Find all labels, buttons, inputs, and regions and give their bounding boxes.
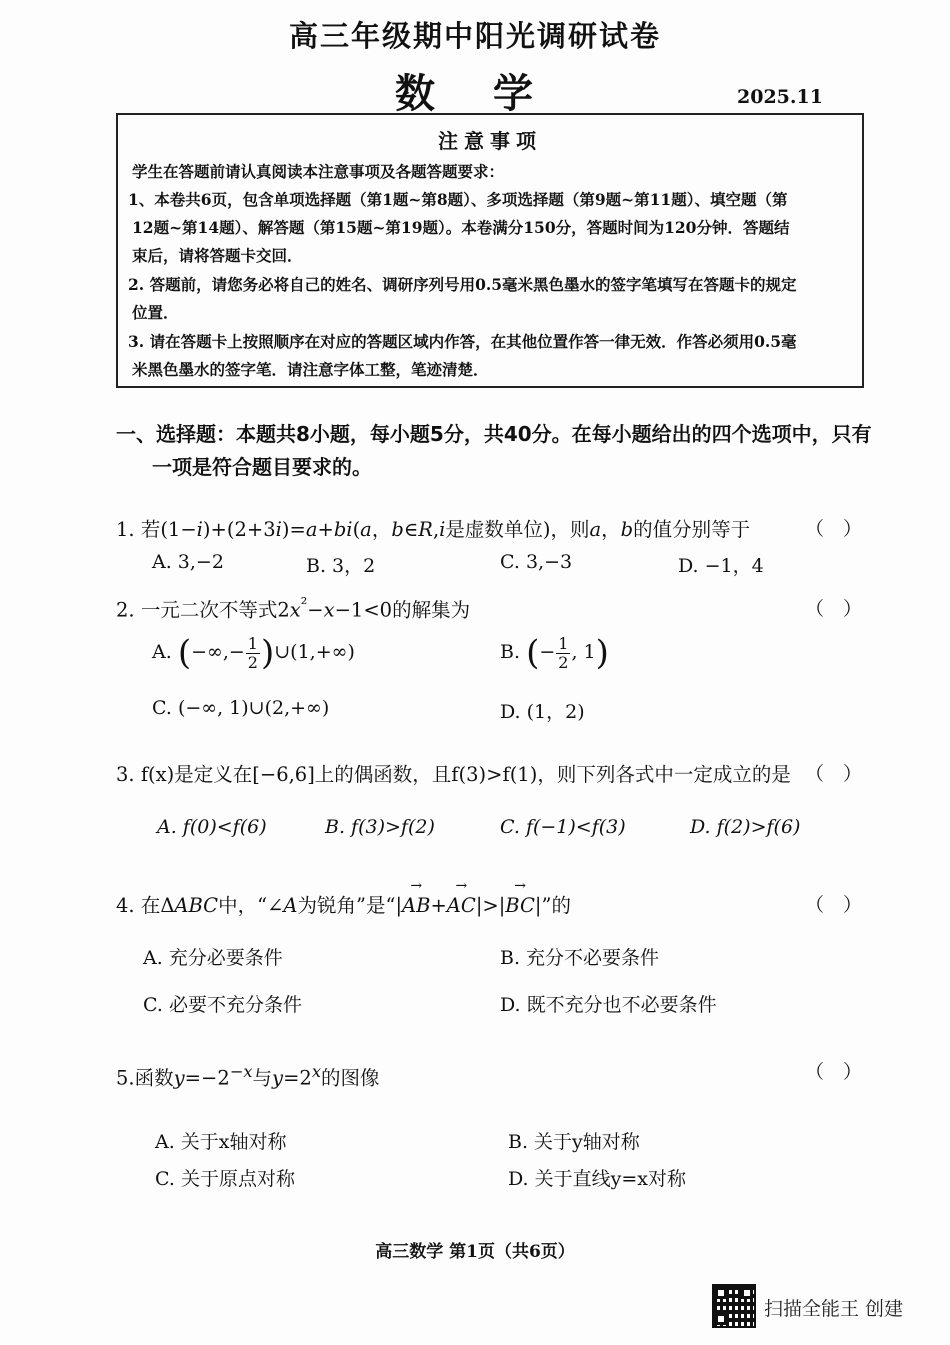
notice-line: 2. 答题前，请您务必将自己的姓名、调研序列号用0.5毫米黑色墨水的签字笔填写在答题卡的规定 (128, 275, 797, 294)
notice-line: 3. 请在答题卡上按照顺序在对应的答题区域内作答，在其他位置作答一律无效．作答必须用0.5毫 (128, 332, 797, 351)
q5-option-c: C. 关于原点对称 (155, 1168, 295, 1190)
q4-option-a: A. 充分必要条件 (143, 947, 283, 969)
q1-option-a: A. 3,−2 (152, 551, 224, 573)
notice-line: 1、本卷共6页，包含单项选择题（第1题~第8题）、多项选择题（第9题~第11题）、填空题（第 (128, 190, 788, 209)
answer-paren: （ ） (805, 1061, 863, 1083)
question-5-stem: 5.函数$y=-2^{-x}$与$y=2^x$的图像 (116, 1062, 380, 1090)
q4-option-b: B. 充分不必要条件 (500, 947, 660, 969)
q1-option-b: B. 3，2 (306, 555, 376, 577)
section-heading-line1: 一、选择题：本题共8小题，每小题5分，共40分。在每小题给出的四个选项中，只有 (116, 422, 872, 446)
question-3-stem: 3. f(x)是定义在[−6,6]上的偶函数，且f(3)>f(1)，则下列各式中一定成立的是 (116, 763, 791, 786)
q3-option-d: D. f(2)>f(6) (690, 816, 801, 838)
q4-option-c: C. 必要不充分条件 (143, 994, 302, 1016)
question-2-stem: 2. 一元二次不等式$2x^{^2}-x-1<0$的解集为 (116, 594, 471, 622)
question-1-stem: 1. 若(1−i)+(2+3i)=a+bi(a，b∈R,i是虚数单位)，则a，b的值分别等于 (116, 518, 751, 541)
q2-option-b: B. (− $\frac{1}{2}$ , 1) (500, 633, 609, 673)
q2-option-a: A. (−∞,− $\frac{1}{2}$ )∪(1,+∞) (152, 633, 355, 673)
scanner-watermark: 扫描全能王 创建 (764, 1298, 904, 1320)
answer-paren: （ ） (805, 598, 863, 620)
q3-option-b: B. f(3)>f(2) (325, 816, 435, 838)
subject-title: 数 学 (395, 70, 555, 117)
notice-box (116, 113, 864, 388)
notice-line: 位置． (132, 303, 179, 322)
q5-option-d: D. 关于直线y=x对称 (508, 1168, 687, 1190)
exam-title: 高三年级期中阳光调研试卷 (288, 19, 661, 53)
notice-title: 注意事项 (438, 129, 542, 153)
q4-option-d: D. 既不充分也不必要条件 (500, 994, 717, 1016)
answer-paren: （ ） (805, 518, 863, 540)
notice-line: 米黑色墨水的签字笔．请注意字体工整，笔迹清楚． (132, 360, 489, 379)
q3-option-c: C. f(−1)<f(3) (500, 816, 626, 838)
notice-line: 12题~第14题）、解答题（第15题~第19题）。本卷满分150分，答题时间为120分钟．答题结 (132, 218, 790, 237)
q5-option-a: A. 关于x轴对称 (155, 1131, 287, 1153)
section-heading-line2: 一项是符合题目要求的。 (152, 455, 372, 479)
answer-paren: （ ） (805, 894, 863, 916)
q1-option-d: D. −1，4 (678, 555, 764, 577)
q5-option-b: B. 关于y轴对称 (508, 1131, 640, 1153)
q1-option-c: C. 3,−3 (500, 551, 573, 573)
exam-date: 2025.11 (737, 86, 823, 108)
q2-option-c: C. (−∞, 1)∪(2,+∞) (152, 697, 330, 719)
notice-intro: 学生在答题前请认真阅读本注意事项及各题答题要求： (132, 162, 505, 181)
answer-paren: （ ） (805, 763, 863, 785)
q3-option-a: A. f(0)<f(6) (157, 816, 267, 838)
qr-code-icon (712, 1284, 756, 1328)
q2-option-d: D. (1，2) (500, 701, 585, 723)
question-4-stem: 4. 在ΔABC中，“∠A为锐角”是“|→ AB+→ AC|>|→ BC|”的 (116, 890, 571, 918)
notice-line: 束后，请将答题卡交回． (132, 246, 303, 265)
page-footer: 高三数学 第1页（共6页） (375, 1242, 575, 1262)
